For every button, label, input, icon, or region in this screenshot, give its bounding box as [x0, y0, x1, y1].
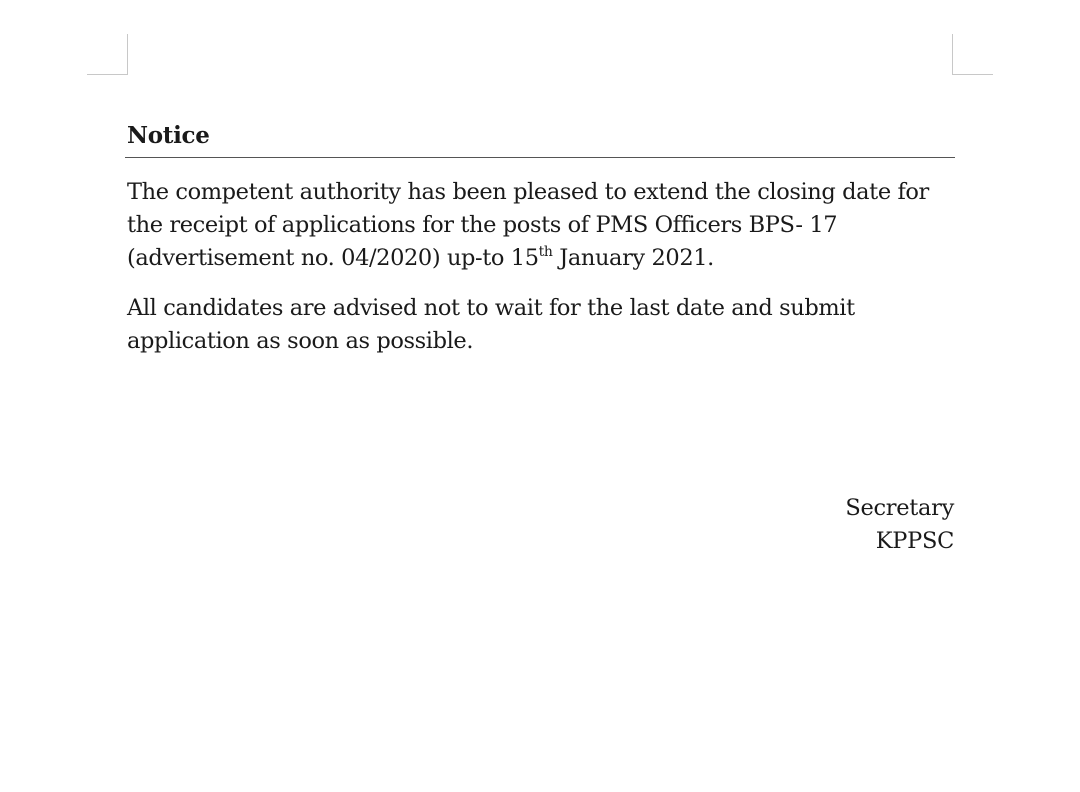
page-corner-mark-top-right: [952, 34, 993, 75]
date-text-end: January 2021.: [552, 245, 714, 271]
notice-title: Notice: [127, 122, 210, 149]
ordinal-suffix: th: [538, 244, 553, 260]
signature-title: Secretary: [845, 495, 954, 521]
signature-organization: KPPSC: [875, 528, 954, 554]
paragraph-line: [127, 242, 957, 275]
paragraph-line: The competent authority has been pleased to extend the closing date for: [127, 179, 929, 205]
paragraph-line: the receipt of applications for the posts of PMS Officers BPS- 17: [127, 212, 838, 238]
title-divider: [125, 157, 955, 158]
notice-paragraph-advice: [127, 292, 957, 358]
notice-paragraph-extension: [127, 176, 957, 275]
paragraph-line: All candidates are advised not to wait for the last date and submit: [127, 295, 855, 321]
date-text: (advertisement no. 04/2020) up-to 15: [127, 245, 539, 271]
paragraph-line: application as soon as possible.: [127, 328, 474, 354]
page-corner-mark-top-left: [87, 34, 128, 75]
